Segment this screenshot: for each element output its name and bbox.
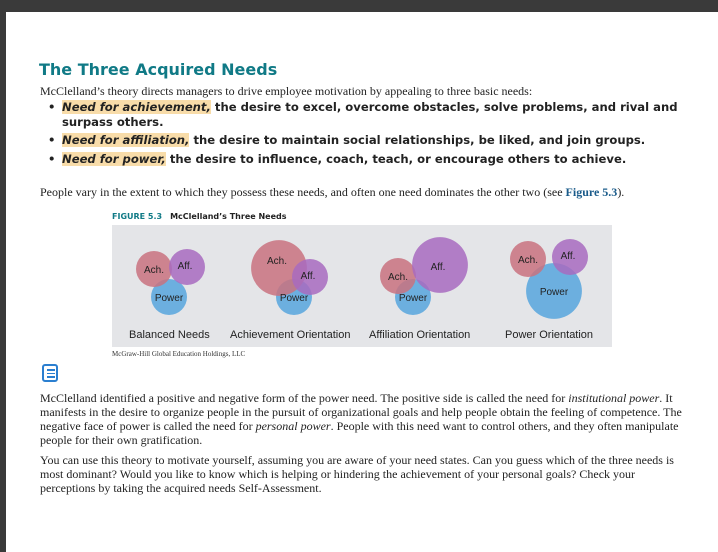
self-assessment-paragraph: You can use this theory to motivate yourself, assuming you are aware of your need states. Can you guess which of the three needs is most dominant? Would you like to know which is helping or hindering the achievement of your personal goals? Check your perceptions by taking the acquired needs Self-Assessment. (40, 453, 674, 495)
need-item-achievement (40, 100, 680, 130)
need-term: Need for power, (62, 152, 166, 166)
vary-text: People vary in the extent to which they possess these needs, and often one need dominates the other two (see (40, 185, 566, 199)
bullet-icon: • (48, 133, 56, 147)
bullet-icon: • (48, 100, 56, 114)
caption-achievement: Achievement Orientation (230, 329, 351, 341)
need-term: Need for affiliation, (62, 133, 190, 147)
label-aff-3: Aff. (430, 262, 446, 273)
need-description: the desire to influence, coach, teach, or encourage others to achieve. (165, 152, 627, 166)
label-power-4: Power (539, 287, 569, 298)
figure-link[interactable]: Figure 5.3 (565, 185, 618, 199)
bullet-icon: • (48, 152, 56, 166)
needs-list (40, 100, 680, 167)
para-text: . It manifests in the desire to organize people in the pursuit of organizational goals and help people obtain the feeling of competence. The negative face of power is called the need for (40, 391, 682, 433)
need-description: the desire to maintain social relationships, be liked, and join groups. (189, 133, 646, 147)
intro-paragraph: McClelland’s theory directs managers to drive employee motivation by appealing to three basic needs: (40, 84, 533, 98)
label-power-1: Power (154, 293, 184, 304)
para-text: McClelland identified a positive and negative form of the power need. The positive side is called the need for (40, 391, 569, 405)
caption-power: Power Orientation (505, 329, 594, 341)
label-ach-2: Ach. (266, 256, 288, 267)
need-description: the desire to excel, overcome obstacles, solve problems, and rival and surpass others. (62, 100, 678, 129)
vary-paragraph (40, 185, 624, 199)
para-text: . People with this need want to control others, and they often manipulate people for their own gratification. (40, 419, 679, 447)
label-aff-1: Aff. (177, 261, 193, 272)
need-item-affiliation (40, 133, 680, 148)
power-paragraph (40, 391, 690, 447)
figure-label (112, 212, 287, 221)
figure-number: FIGURE 5.3 (112, 212, 163, 221)
document-icon[interactable] (42, 364, 58, 382)
label-ach-4: Ach. (517, 255, 539, 266)
caption-affiliation: Affiliation Orientation (369, 329, 471, 341)
figure-title: McClelland’s Three Needs (170, 212, 287, 221)
label-aff-4: Aff. (560, 251, 576, 262)
label-ach-3: Ach. (387, 272, 409, 283)
label-power-3: Power (398, 293, 428, 304)
need-item-power (40, 152, 680, 167)
label-power-2: Power (279, 293, 309, 304)
label-aff-2: Aff. (300, 271, 316, 282)
caption-balanced: Balanced Needs (129, 329, 210, 341)
viewer-top-bar (0, 0, 718, 12)
section-title: The Three Acquired Needs (39, 60, 278, 79)
term-personal-power: personal power (255, 419, 331, 433)
figure-credit: McGraw-Hill Global Education Holdings, LLC (112, 350, 246, 358)
label-ach-1: Ach. (143, 265, 165, 276)
term-institutional-power: institutional power (568, 391, 660, 405)
vary-tail: ). (617, 185, 625, 199)
need-term: Need for achievement, (62, 100, 211, 114)
